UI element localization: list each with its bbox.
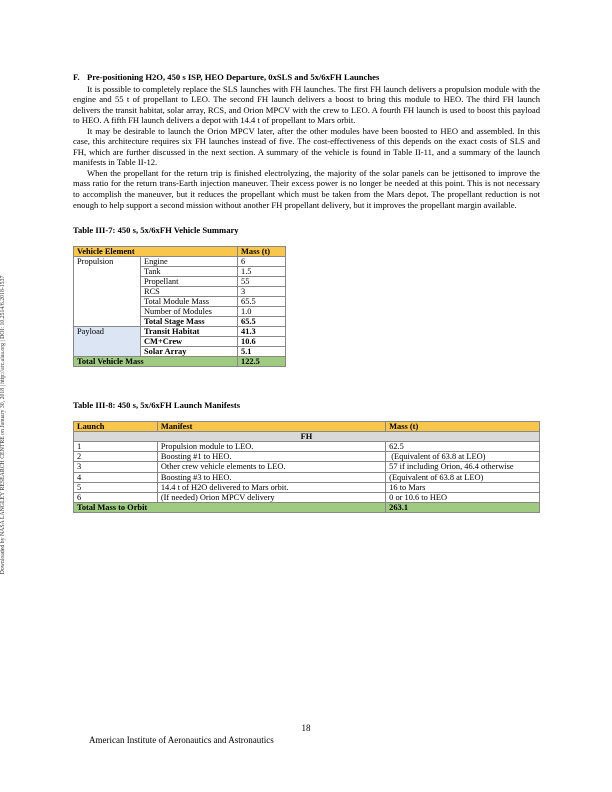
table-total-row — [74, 357, 286, 367]
table-row — [74, 327, 286, 337]
header-cell: Manifest — [157, 422, 385, 432]
section-heading — [73, 72, 540, 83]
group-label: Payload — [74, 327, 141, 357]
table-row — [74, 493, 540, 503]
table-row — [74, 483, 540, 493]
table-cell: 14.4 t of H2O delivered to Mars orbit. — [157, 483, 385, 493]
header-cell: Vehicle Element — [74, 247, 238, 257]
table-cell: Total Module Mass — [141, 297, 238, 307]
total-label: Total Vehicle Mass — [74, 357, 238, 367]
total-label: Total Mass to Orbit — [74, 503, 386, 513]
table-cell: 1.0 — [238, 307, 286, 317]
table-cell: (Equivalent of 63.8 at LEO) — [386, 473, 540, 483]
table-row — [74, 462, 540, 473]
table-cell: CM+Crew — [141, 337, 238, 347]
table-cell: Transit Habitat — [141, 327, 238, 337]
table-cell: 16 to Mars — [386, 483, 540, 493]
table-cell: 5 — [74, 483, 158, 493]
footer-organization: American Institute of Aeronautics and Astronautics — [89, 735, 274, 745]
table-cell: Engine — [141, 257, 238, 267]
table-cell: Tank — [141, 267, 238, 277]
group-row — [74, 432, 540, 442]
table-cell: 62.5 — [386, 442, 540, 452]
body-paragraph: When the propellant for the return trip is finished electrolyzing, the majority of the solar panels can be jettisoned to improve the mass ratio for the return trans-Earth injection maneuver. Their excess power is no longer be needed at this point. This is not necessary to accomplish the maneuver, but it reduces the propellant which must be taken from the Mars depot. The propellant reduction is not enough to help support a second mission without another FH propellant delivery, but it improves the propellant margin available. — [73, 167, 540, 210]
page-content — [73, 72, 540, 513]
table-cell: (Equivalent of 63.8 at LEO) — [386, 452, 540, 462]
table-cell: 1.5 — [238, 267, 286, 277]
vehicle-summary-table — [73, 246, 286, 367]
table-cell: 41.3 — [238, 327, 286, 337]
body-paragraph: It may be desirable to launch the Orion MPCV later, after the other modules have been boosted to HEO and assembled. In this case, this architecture requires six FH launches instead of five. The cost-effectiveness of this depends on the exact costs of SLS and FH, which are further discussed in the next section. A summary of the vehicle is found in Table II-11, and a summary of the launch manifests in Table II-12. — [73, 125, 540, 168]
header-cell: Launch — [74, 422, 158, 432]
table-cell: 3 — [74, 462, 158, 473]
table-caption: Table III-8: 450 s, 5x/6xFH Launch Manifests — [73, 400, 241, 411]
header-cell: Mass (t) — [238, 247, 286, 257]
table-cell: 4 — [74, 473, 158, 483]
launch-manifest-table — [73, 421, 540, 513]
table-header-row — [74, 247, 286, 257]
page-number: 18 — [301, 723, 311, 733]
body-paragraph: It is possible to completely replace the SLS launches with FH launches. The first FH launch delivers a propulsion module with the engine and 55 t of propellant to LEO. The second FH launch delivers a boost to bring this module to HEO. The third FH launch delivers the transit habitat, solar array, RCS, and Orion MPCV with the crew to LEO. A fourth FH launch is used to boost this payload to HEO. A fifth FH launch delivers a depot with 14.4 t of propellant to Mars orbit. — [73, 83, 540, 126]
table-total-row — [74, 503, 540, 513]
table-caption: Table III-7: 450 s, 5x/6xFH Vehicle Summary — [73, 225, 239, 236]
group-label: FH — [74, 432, 540, 442]
table-row — [74, 473, 540, 483]
table-cell: Propulsion module to LEO. — [157, 442, 385, 452]
table-cell: 6 — [74, 493, 158, 503]
table-header-row — [74, 422, 540, 432]
table-cell: 3 — [238, 287, 286, 297]
table-cell: 5.1 — [238, 347, 286, 357]
download-sidebar — [0, 210, 9, 640]
table-cell: 2 — [74, 452, 158, 462]
table-cell: RCS — [141, 287, 238, 297]
group-label: Propulsion — [74, 257, 141, 327]
table-cell: 65.5 — [238, 317, 286, 327]
table-cell: Propellant — [141, 277, 238, 287]
table-cell: Other crew vehicle elements to LEO. — [157, 462, 385, 473]
table-cell: 6 — [238, 257, 286, 267]
table-row — [74, 452, 540, 462]
table-cell: Total Stage Mass — [141, 317, 238, 327]
table-cell: 55 — [238, 277, 286, 287]
table-cell: 65.5 — [238, 297, 286, 307]
table-cell: 10.6 — [238, 337, 286, 347]
total-value: 263.1 — [386, 503, 540, 513]
total-value: 122.5 — [238, 357, 286, 367]
header-cell: Mass (t) — [386, 422, 540, 432]
table-cell: Boosting #3 to HEO. — [157, 473, 385, 483]
table-cell: 0 or 10.6 to HEO — [386, 493, 540, 503]
table-row — [74, 257, 286, 267]
table-row — [74, 442, 540, 452]
table-cell: 1 — [74, 442, 158, 452]
table-cell: (If needed) Orion MPCV delivery — [157, 493, 385, 503]
table-cell: 57 if including Orion, 46.4 otherwise — [386, 462, 540, 473]
section-number: F. — [73, 72, 80, 82]
download-notice: Downloaded by NASA LANGLEY RESEARCH CENTRE on January 30, 2018 | http://arc.aiaa.org | DOI: 10.2514/6.2018-1537 — [0, 275, 6, 575]
section-title: Pre-positioning H2O, 450 s ISP, HEO Departure, 0xSLS and 5x/6xFH Launches — [87, 72, 380, 82]
table-cell: Number of Modules — [141, 307, 238, 317]
table-cell: Boosting #1 to HEO. — [157, 452, 385, 462]
table-cell: Solar Array — [141, 347, 238, 357]
